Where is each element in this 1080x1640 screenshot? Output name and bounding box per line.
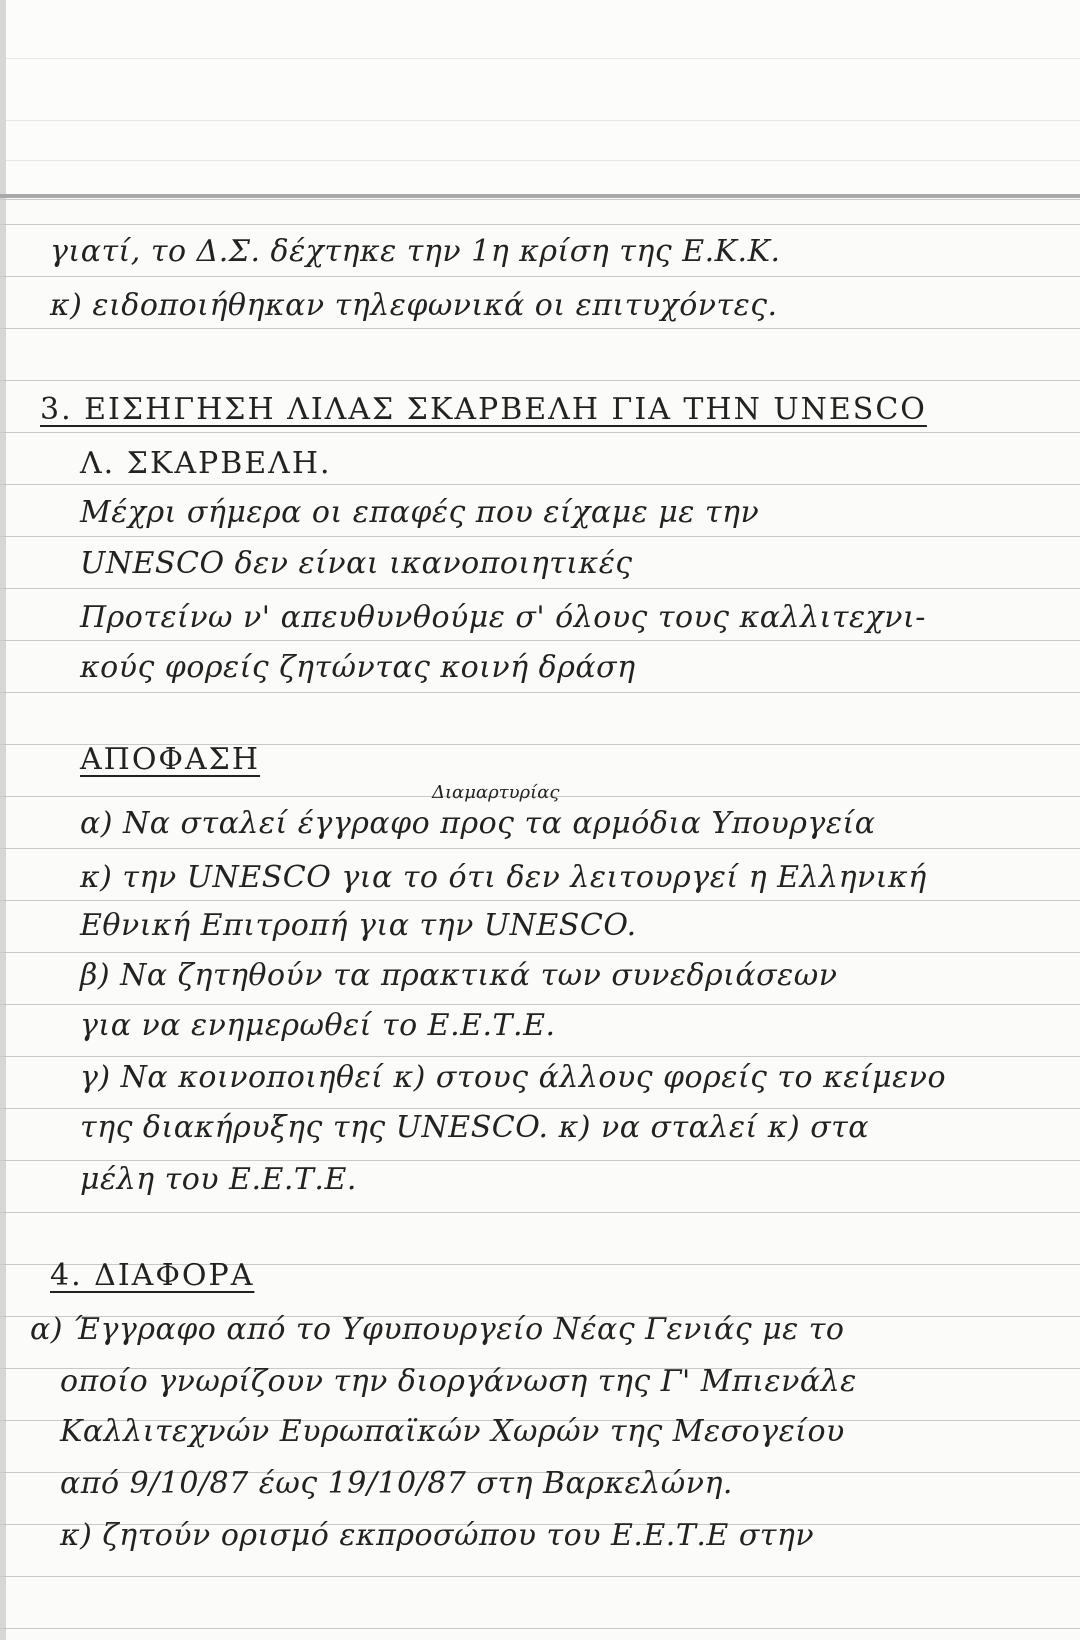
ruled-line [0,484,1080,485]
ruled-line [0,588,1080,589]
line-17: μέλη του Ε.Ε.Τ.Ε. [80,1162,357,1197]
line-20: οποίο γνωρίζουν την διοργάνωση της Γ' Μπιενάλε [60,1364,857,1399]
inserted-word: Διαμαρτυρίας [432,782,560,803]
faint-line [0,120,1080,121]
header-rule-secondary [0,199,1080,200]
ruled-line [0,432,1080,433]
line-16: της διακήρυξης της UNESCO. κ) να σταλεί κ) στα [80,1110,870,1145]
line-14: για να ενημερωθεί το Ε.Ε.Τ.Ε. [80,1008,556,1043]
ruled-line [0,536,1080,537]
section-3-heading: 3. ΕΙΣΗΓΗΣΗ ΛΙΛΑΣ ΣΚΑΡΒΕΛΗ ΓΙΑ ΤΗΝ UNESCO [40,392,927,427]
ruled-line [0,640,1080,641]
line-23: κ) ζητούν ορισμό εκπροσώπου του Ε.Ε.Τ.Ε στην [60,1518,815,1553]
ruled-line [0,1108,1080,1109]
line-8: κούς φορείς ζητώντας κοινή δράση [80,650,636,685]
line-6: UNESCO δεν είναι ικανοποιητικές [80,546,633,581]
page-top-margin [0,0,1080,196]
ruled-line [0,848,1080,849]
line-12: Εθνική Επιτροπή για την UNESCO. [80,908,637,943]
header-rule [0,194,1080,198]
line-11: κ) την UNESCO για το ότι δεν λειτουργεί η Ελληνική [80,860,927,895]
line-1: γιατί, το Δ.Σ. δέχτηκε την 1η κρίση της Ε.Κ.Κ. [50,234,781,269]
section-4-heading: 4. ΔΙΑΦΟΡΑ [50,1258,255,1293]
decision-heading: ΑΠΟΦΑΣΗ [80,742,261,777]
ruled-line [0,328,1080,329]
ruled-line [0,1056,1080,1057]
ruled-line [0,900,1080,901]
line-5: Μέχρι σήμερα οι επαφές που είχαμε με την [80,495,760,530]
ruled-line [0,276,1080,277]
ruled-line [0,1628,1080,1629]
binding-edge [0,0,6,1640]
decision-a: α) Να σταλεί έγγραφο προς τα αρμόδια Υπουργεία [80,806,876,841]
ruled-line [0,224,1080,225]
ruled-line [0,1004,1080,1005]
ruled-line [0,1160,1080,1161]
decision-b: β) Να ζητηθούν τα πρακτικά των συνεδριάσεων [80,958,838,993]
speaker-label: Λ. ΣΚΑΡΒΕΛΗ. [80,446,332,481]
line-7: Προτείνω ν' απευθυνθούμε σ' όλους τους καλλιτεχνι- [80,600,926,635]
ruled-line [0,1576,1080,1577]
line-21: Καλλιτεχνών Ευρωπαϊκών Χωρών της Μεσογείου [60,1414,845,1449]
ruled-line [0,1212,1080,1213]
ruled-line [0,692,1080,693]
line-2: κ) ειδοποιήθηκαν τηλεφωνικά οι επιτυχόντες. [50,288,778,323]
faint-line [0,58,1080,59]
line-22: από 9/10/87 έως 19/10/87 στη Βαρκελώνη. [60,1466,733,1501]
ruled-line [0,380,1080,381]
misc-a: α) Έγγραφο από το Υφυπουργείο Νέας Γενιάς με το [30,1312,845,1347]
ruled-line [0,952,1080,953]
faint-line [0,160,1080,161]
decision-c: γ) Να κοινοποιηθεί κ) στους άλλους φορείς το κείμενο [80,1060,947,1095]
